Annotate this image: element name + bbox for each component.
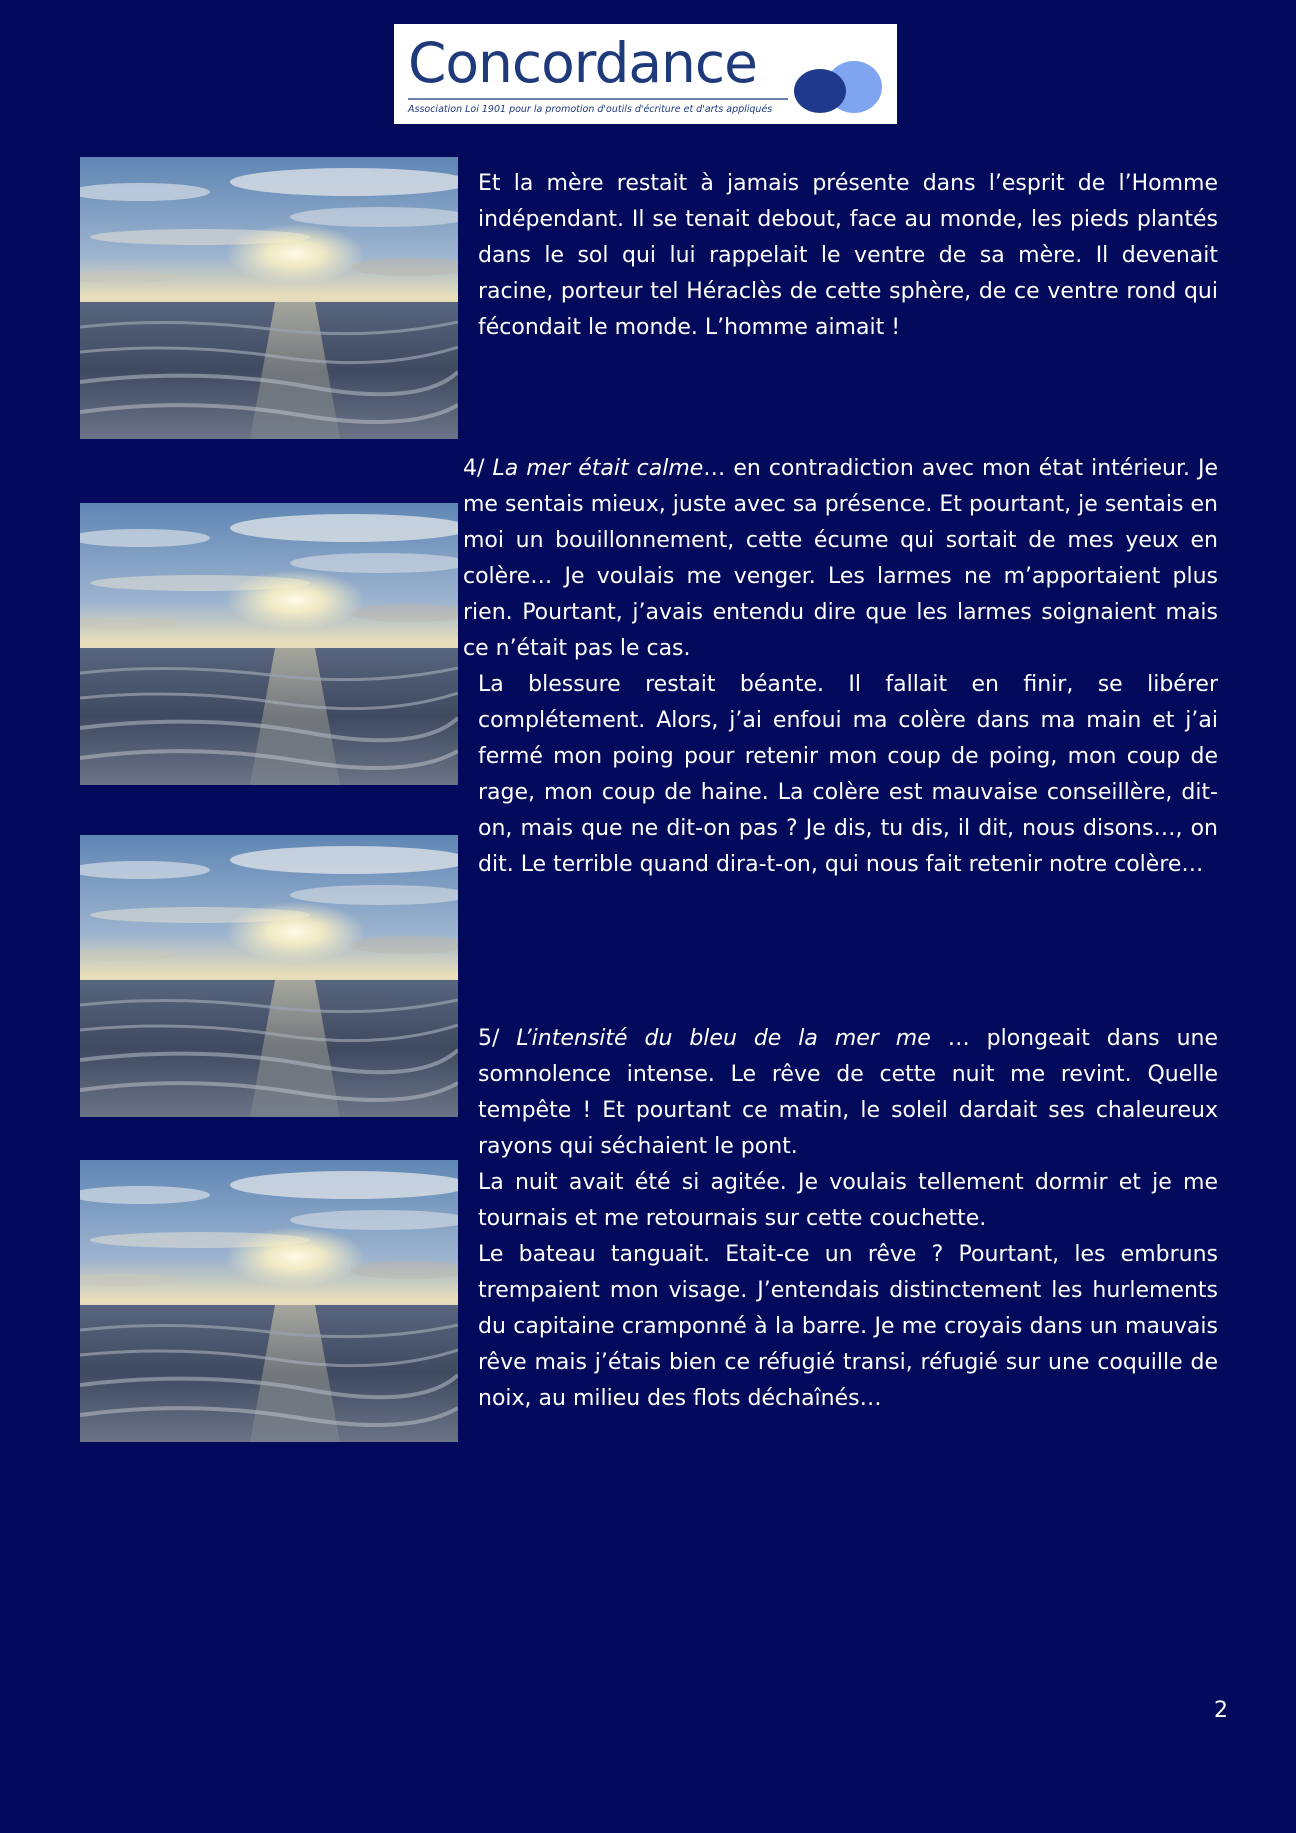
section-4-paragraph-2: La blessure restait béante. Il fallait en finir, se libérer complétement. Alors, j’ai enfoui ma colère dans ma main et j’ai fermé mon poing pour retenir mon coup de poing, mon coup de rage, mon coup de haine. La colère est mauvaise conseillère, dit-on, mais que ne dit-on pas ? Je dis, tu dis, il dit, nous disons…, on dit. Le terrible quand dira-t-on, qui nous fait retenir notre colère… [478, 672, 1218, 877]
logo-circles-icon [790, 58, 890, 116]
section-5-paragraph-2: La nuit avait été si agitée. Je voulais tellement dormir et je me tournais et me retournais sur cette couchette. [478, 1170, 1218, 1231]
concordance-logo [394, 24, 897, 124]
section-4-text-1: … en contradiction avec mon état intérieur. Je me sentais mieux, juste avec sa présence. Et pourtant, je sentais en moi un bouillonnement, cette écume qui sortait de mes yeux en colère… Je voulais me venger. Les larmes ne m’apportaient plus rien. Pourtant, j’avais entendu dire que les larmes soignaient mais ce n’était pas le cas. [463, 456, 1219, 661]
intro-paragraph [478, 166, 1218, 346]
section-5-title: L’intensité du bleu de la mer me [516, 1026, 931, 1051]
section-5-text-1: … plongeait dans une somnolence intense. Le rêve de cette nuit me revint. Quelle tempête ! Et pourtant ce matin, le soleil dardait ses chaleureux rayons qui séchaient le pont. [478, 1026, 1218, 1159]
section-5-paragraph-3: Le bateau tanguait. Etait-ce un rêve ? Pourtant, les embruns trempaient mon visage. J’entendais distinctement les hurlements du capitaine cramponné à la barre. Je me croyais dans un mauvais rêve mais j’étais bien ce réfugié transi, réfugié sur une coquille de noix, au milieu des flots déchaînés… [478, 1242, 1218, 1411]
section-5-number: 5/ [478, 1026, 517, 1051]
logo-name: Concordance [408, 31, 757, 95]
section-4 [463, 451, 1218, 883]
sea-sunset-photo [80, 503, 458, 785]
logo-divider [408, 98, 788, 100]
sea-sunset-photo [80, 835, 458, 1117]
section-5-paragraph-1 [478, 1021, 1218, 1165]
sea-sunset-photo [80, 157, 458, 439]
page-number: 2 [1214, 1698, 1228, 1723]
section-4-title: La mer était calme [492, 456, 704, 481]
logo-tagline: Association Loi 1901 pour la promotion d'outils d'écriture et d'arts appliqués [408, 104, 773, 115]
sea-sunset-photo [80, 1160, 458, 1442]
section-4-number: 4/ [463, 456, 493, 481]
section-4-paragraph-1 [463, 451, 1218, 667]
section-5 [478, 1021, 1218, 1417]
intro-text: Et la mère restait à jamais présente dans l’esprit de l’Homme indépendant. Il se tenait debout, face au monde, les pieds plantés dans le sol qui lui rappelait le ventre de sa mère. Il devenait racine, porteur tel Héraclès de cette sphère, de ce ventre rond qui fécondait le monde. L’homme aimait ! [478, 171, 1218, 340]
